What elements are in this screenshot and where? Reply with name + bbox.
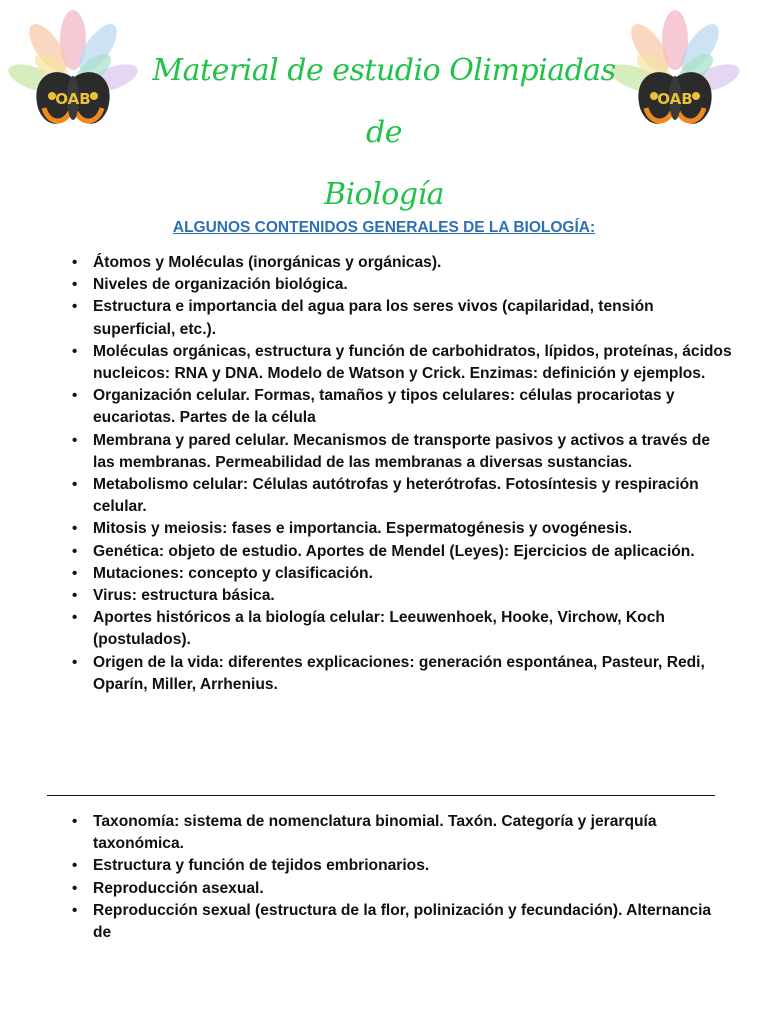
section-divider (47, 795, 715, 796)
list-item: • Membrana y pared celular. Mecanismos de transporte pasivos y activos a través de las membranas. Permeabilidad de las membranas a diversas sustancias. (93, 430, 733, 474)
title-line-2: Biología (323, 177, 445, 212)
list-item: • Estructura e importancia del agua para los seres vivos (capilaridad, tensión superficial, etc.). (93, 296, 733, 340)
list-item: • Aportes históricos a la biología celular: Leeuwenhoek, Hooke, Virchow, Koch (postulados). (93, 607, 733, 651)
list-item: • Virus: estructura básica. (93, 585, 733, 607)
olimpiada-logo-left (8, 8, 138, 138)
svg-text:OAB: OAB (657, 90, 693, 108)
list-item: • Moléculas orgánicas, estructura y función de carbohidratos, lípidos, proteínas, ácidos nucleicos: RNA y DNA. Modelo de Watson y Crick. Enzimas: definición y ejemplos. (93, 341, 733, 385)
list-item: • Mitosis y meiosis: fases e importancia. Espermatogénesis y ovogénesis. (93, 518, 733, 540)
list-item: • Reproducción asexual. (93, 878, 733, 900)
topics-list-continued (93, 811, 733, 944)
list-item: • Taxonomía: sistema de nomenclatura binomial. Taxón. Categoría y jerarquía taxonómica. (93, 811, 733, 855)
list-item: • Mutaciones: concepto y clasificación. (93, 563, 733, 585)
svg-text:OAB: OAB (55, 90, 91, 108)
topics-list-general (93, 252, 733, 696)
title-line-1: Material de estudio Olimpiadas de (152, 53, 616, 150)
document-title (150, 40, 618, 226)
moth-leaves-icon (610, 8, 740, 138)
list-item: • Organización celular. Formas, tamaños y tipos celulares: células procariotas y eucariotas. Partes de la célula (93, 385, 733, 429)
list-item: • Estructura y función de tejidos embrionarios. (93, 855, 733, 877)
list-item: • Niveles de organización biológica. (93, 274, 733, 296)
list-item: • Origen de la vida: diferentes explicaciones: generación espontánea, Pasteur, Redi, Oparín, Miller, Arrhenius. (93, 652, 733, 696)
section-heading: ALGUNOS CONTENIDOS GENERALES DE LA BIOLOGÍA: (172, 219, 596, 236)
list-item: • Átomos y Moléculas (inorgánicas y orgánicas). (93, 252, 733, 274)
list-item: • Reproducción sexual (estructura de la flor, polinización y fecundación). Alternancia de (93, 900, 733, 944)
olimpiada-logo-right (610, 8, 740, 138)
list-item: • Metabolismo celular: Células autótrofas y heterótrofas. Fotosíntesis y respiración celular. (93, 474, 733, 518)
list-item: • Genética: objeto de estudio. Aportes de Mendel (Leyes): Ejercicios de aplicación. (93, 541, 733, 563)
moth-leaves-icon (8, 8, 138, 138)
